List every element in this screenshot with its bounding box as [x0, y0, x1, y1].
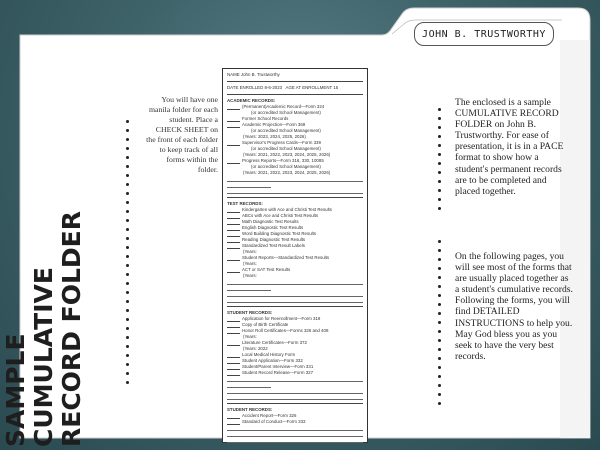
test-item: (Years: [243, 249, 257, 254]
right-note-bottom: On the following pages, you will see most of the forms that are usually placed together as a student's cumulative records. Following the forms, you will find DETAILED INSTRUCTIONS to help you. May God bless you as you seek to have the very best records. [455, 251, 573, 362]
dotted-divider-right-top [438, 108, 441, 216]
student-item: Honor Roll Certificates—Forms 326 and 408 [242, 328, 329, 333]
academic-item: (or accredited School Management) [251, 146, 321, 151]
check-sheet [222, 68, 368, 443]
academic-item: Progress Reports—Form 316, 330, 10085 [242, 158, 324, 163]
dotted-divider-left [126, 120, 129, 390]
student-item: Copy of Birth Certificate [242, 322, 289, 327]
right-note-top: The enclosed is a sample CUMULATIVE RECORD FOLDER on John B. Trustworthy. For ease of presentation, it is in a PACE format to show how a student's permanent records are to be completed and placed together. [455, 97, 564, 197]
student-item: (Years: 2022 [243, 346, 268, 351]
student-item: Literature Certificates—Form 372 [242, 340, 307, 345]
academic-heading: ACADEMIC RECORDS: [227, 98, 276, 103]
enroll-row [227, 85, 363, 91]
academic-item: Supervisor's Progress Cards—Form 339 [242, 140, 321, 145]
name-label: NAME [227, 72, 240, 77]
student-item: (Years: [243, 334, 257, 339]
test-item: ACT or SAT Test Results [242, 267, 291, 272]
title-line-2: CUMULATIVE [29, 267, 58, 447]
academic-item: (Years: 2021, 2022, 2023, 2024, 2025, 2026) [243, 152, 331, 157]
title-line-3: RECORD FOLDER [57, 211, 86, 447]
test-item: (Years: [243, 273, 257, 278]
date-label: DATE ENROLLED [227, 85, 264, 90]
student-item: Student Record Release—Form 327 [242, 370, 314, 375]
student2-item: Standard of Conduct—Form 333 [242, 419, 306, 424]
student-heading: STUDENT RECORDS: [227, 310, 273, 315]
student-item: Local Medical History Form [242, 352, 296, 357]
test-item: Student Reports—Standardized Test Results [242, 255, 330, 260]
student-item: Student/Parent Interview—Form 331 [242, 364, 314, 369]
academic-item: (or accredited School Management) [251, 110, 321, 115]
test-item: English Diagnostic Test Results [242, 225, 304, 230]
student2-item: Accident Report—Form 326 [242, 413, 297, 418]
student-item: Student Application—Form 332 [242, 358, 303, 363]
test-item: Word Building Diagnostic Test Results [242, 231, 317, 236]
test-item: ABCs with Ace and Christi Test Results [242, 213, 319, 218]
test-heading: TEST RECORDS: [227, 201, 263, 206]
academic-item: (or accredited School Management) [251, 164, 321, 169]
vertical-title [0, 147, 92, 447]
name-row [227, 72, 363, 78]
academic-item: Former School Records [242, 116, 289, 121]
left-instruction-note: You will have one manila folder for each student. Place a CHECK SHEET on the front of each folder to keep track of all forms within the folder. [146, 95, 218, 174]
dotted-divider-right-bottom [438, 240, 441, 411]
age-label: AGE AT ENROLLMENT [285, 85, 333, 90]
student2-heading: STUDENT RECORDS: [227, 407, 273, 412]
name-value: John B. Trustworthy [240, 72, 280, 77]
academic-item: (or accredited School Management) [251, 128, 321, 133]
age-value: 15 [333, 85, 339, 90]
test-item: (Years: [243, 261, 257, 266]
test-item: Standardized Test Result Labels [242, 243, 305, 248]
academic-item: (Years: 2021, 2022, 2023, 2024, 2025, 2026) [243, 170, 331, 175]
academic-item: (Years: 2023, 2024, 2025, 2026) [243, 134, 306, 139]
test-item: Reading Diagnostic Test Results [242, 237, 306, 242]
academic-item: Academic Projection—Form 369 [242, 122, 306, 127]
test-item: Kindergarten with Ace and Christi Test Results [242, 207, 332, 212]
folder-name-tab: JOHN B. TRUSTWORTHY [414, 22, 554, 46]
date-value: 8-6-2023 [264, 85, 283, 90]
test-item: Math Diagnostic Test Results [242, 219, 299, 224]
title-line-1: SAMPLE [1, 333, 30, 447]
academic-item: (Permanent)Academic Record—Form 324 [242, 104, 325, 109]
student-item: Application for Reenrollment—Form 319 [242, 316, 321, 321]
